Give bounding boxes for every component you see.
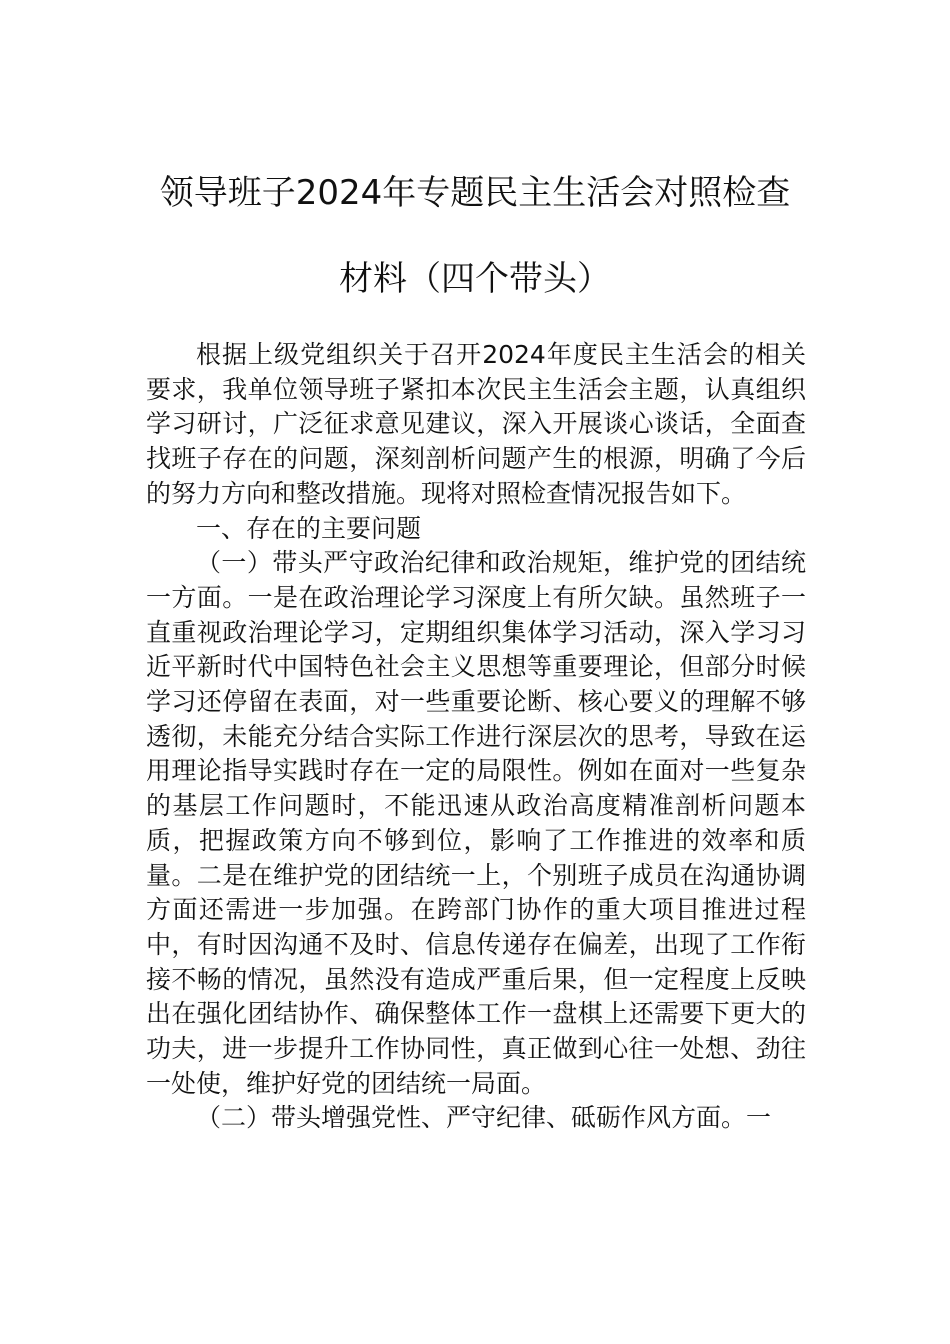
title-line-2: 材料（四个带头） [339, 259, 611, 299]
section-heading-problems: 一、存在的主要问题 [196, 513, 422, 543]
paragraph-political-discipline: （一）带头严守政治纪律和政治规矩，维护党的团结统一方面。一是在政治理论学习深度上有所欠缺。虽然班子一直重视政治理论学习，定期组织集体学习活动，深入学习习近平新时代中国特色社会主义思想等重要理论，但部分时候学习还停留在表面，对一些重要论断、核心要义的理解不够透彻，未能充分结合实际工作进行深层次的思考，导致在运用理论指导实践时存在一定的局限性。例如在面对一些复杂的基层工作问题时，不能迅速从政治高度精准剖析问题本质，把握政策方向不够到位，影响了工作推进的效率和质量。二是在维护党的团结统一上，个别班子成员在沟通协调方面还需进一步加强。在跨部门协作的重大项目推进过程中，有时因沟通不及时、信息传递存在偏差，出现了工作衔接不畅的情况，虽然没有造成严重后果，但一定程度上反映出在强化团结协作、确保整体工作一盘棋上还需要下更大的功夫，进一步提升工作协同性，真正做到心往一处想、劲往一处使，维护好党的团结统一局面。 [146, 548, 806, 1098]
paragraph-party-spirit: （二）带头增强党性、严守纪律、砥砺作风方面。一 [196, 1103, 772, 1133]
intro-paragraph: 根据上级党组织关于召开2024年度民主生活会的相关要求，我单位领导班子紧扣本次民主生活会主题，认真组织学习研讨，广泛征求意见建议，深入开展谈心谈话，全面查找班子存在的问题，深刻剖析问题产生的根源，明确了今后的努力方向和整改措施。现将对照检查情况报告如下。 [146, 340, 806, 508]
title-line-1: 领导班子2024年专题民主生活会对照检查 [159, 173, 791, 213]
document-body [146, 338, 806, 1136]
document-title [140, 150, 810, 322]
